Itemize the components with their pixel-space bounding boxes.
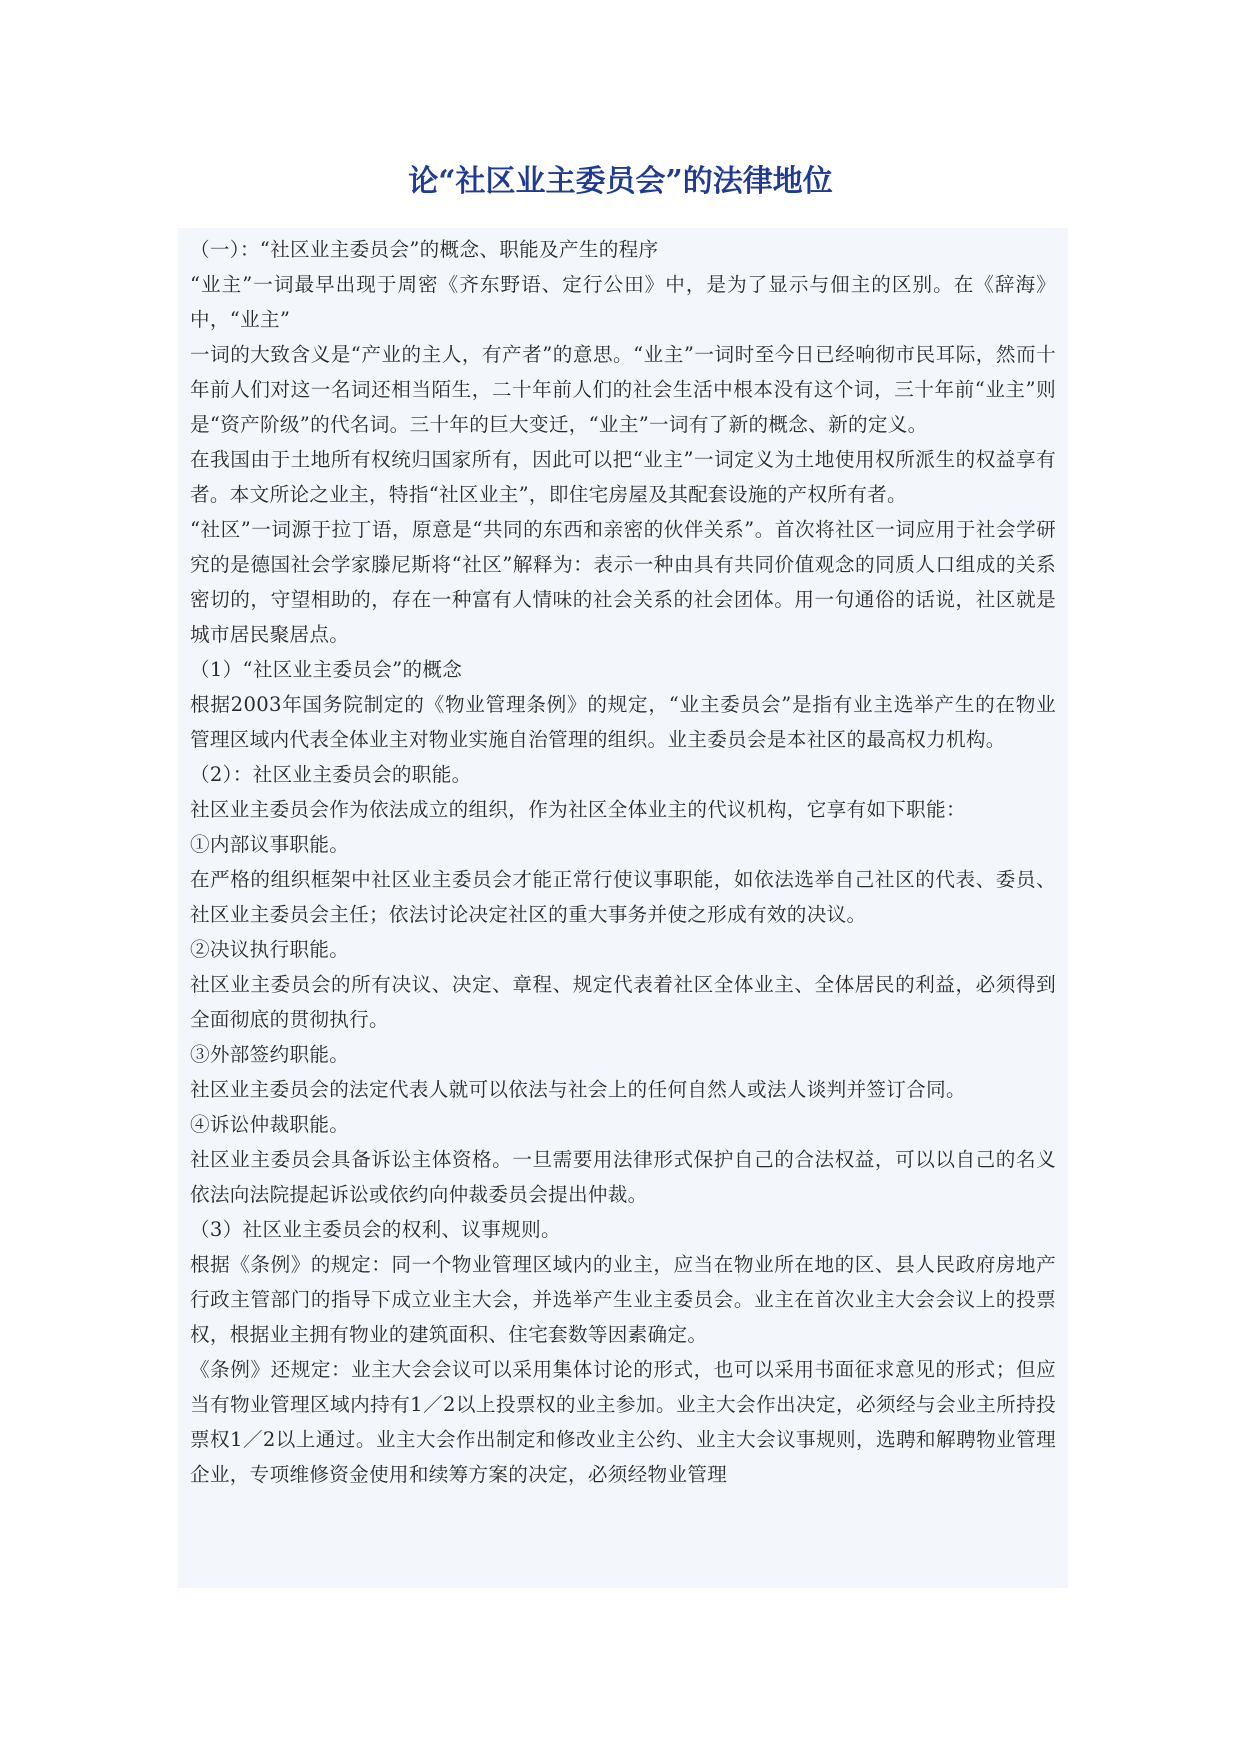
paragraph: 社区业主委员会作为依法成立的组织，作为社区全体业主的代议机构，它享有如下职能： xyxy=(190,798,966,821)
paragraph: （2）：社区业主委员会的职能。 xyxy=(190,763,472,786)
paragraph: 根据2003年国务院制定的《物业管理条例》的规定，“业主委员会”是指有业主选举产生的在物业管理区域内代表全体业主对物业实施自治管理的组织。业主委员会是本社区的最高权力机构。 xyxy=(190,693,1056,751)
paragraph: 社区业主委员会的法定代表人就可以依法与社会上的任何自然人或法人谈判并签订合同。 xyxy=(190,1078,966,1101)
paragraph: 一词的大致含义是“产业的主人，有产者”的意思。“业主”一词时至今日已经响彻市民耳际，然而十年前人们对这一名词还相当陌生，二十年前人们的社会生活中根本没有这个词，三十年前“业主”则是“资产阶级”的代名词。三十年的巨大变迁，“业主”一词有了新的概念、新的定义。 xyxy=(190,343,1056,436)
paragraph: （一）：“社区业主委员会”的概念、职能及产生的程序 xyxy=(190,238,659,261)
paragraph: 在我国由于土地所有权统归国家所有，因此可以把“业主”一词定义为土地使用权所派生的权益享有者。本文所论之业主，特指“社区业主”，即住宅房屋及其配套设施的产权所有者。 xyxy=(190,448,1056,506)
paragraph: “社区”一词源于拉丁语，原意是“共同的东西和亲密的伙伴关系”。首次将社区一词应用于社会学研究的是德国社会学家滕尼斯将“社区”解释为：表示一种由具有共同价值观念的同质人口组成的关系密切的，守望相助的，存在一种富有人情味的社会关系的社会团体。用一句通俗的话说，社区就是城市居民聚居点。 xyxy=(190,518,1056,646)
paragraph: ②决议执行职能。 xyxy=(190,938,350,961)
paragraph: 社区业主委员会的所有决议、决定、章程、规定代表着社区全体业主、全体居民的利益，必须得到全面彻底的贯彻执行。 xyxy=(190,973,1056,1031)
paragraph: ①内部议事职能。 xyxy=(190,833,350,856)
paragraph: “业主”一词最早出现于周密《齐东野语、定行公田》中，是为了显示与佃主的区别。在《辞海》中，“业主” xyxy=(190,273,1056,331)
paragraph: 在严格的组织框架中社区业主委员会才能正常行使议事职能，如依法选举自己社区的代表、委员、社区业主委员会主任；依法讨论决定社区的重大事务并使之形成有效的决议。 xyxy=(190,868,1056,926)
document-body xyxy=(178,228,1068,1588)
paragraph: ③外部签约职能。 xyxy=(190,1043,350,1066)
paragraph: ④诉讼仲裁职能。 xyxy=(190,1113,350,1136)
paragraph: （1）“社区业主委员会”的概念 xyxy=(190,658,463,681)
paragraph: 社区业主委员会具备诉讼主体资格。一旦需要用法律形式保护自己的合法权益，可以以自己的名义依法向法院提起诉讼或依约向仲裁委员会提出仲裁。 xyxy=(190,1148,1056,1206)
document-title: 论“社区业主委员会”的法律地位 xyxy=(408,164,833,199)
paragraph: 根据《条例》的规定：同一个物业管理区域内的业主，应当在物业所在地的区、县人民政府房地产行政主管部门的指导下成立业主大会，并选举产生业主委员会。业主在首次业主大会会议上的投票权，根据业主拥有物业的建筑面积、住宅套数等因素确定。 xyxy=(190,1253,1056,1346)
paragraph: （3）社区业主委员会的权利、议事规则。 xyxy=(190,1218,561,1241)
paragraph: 《条例》还规定：业主大会会议可以采用集体讨论的形式，也可以采用书面征求意见的形式；但应当有物业管理区域内持有1／2以上投票权的业主参加。业主大会作出决定，必须经与会业主所持投票权1／2以上通过。业主大会作出制定和修改业主公约、业主大会议事规则，选聘和解聘物业管理企业，专项维修资金使用和续筹方案的决定，必须经物业管理 xyxy=(190,1358,1056,1486)
